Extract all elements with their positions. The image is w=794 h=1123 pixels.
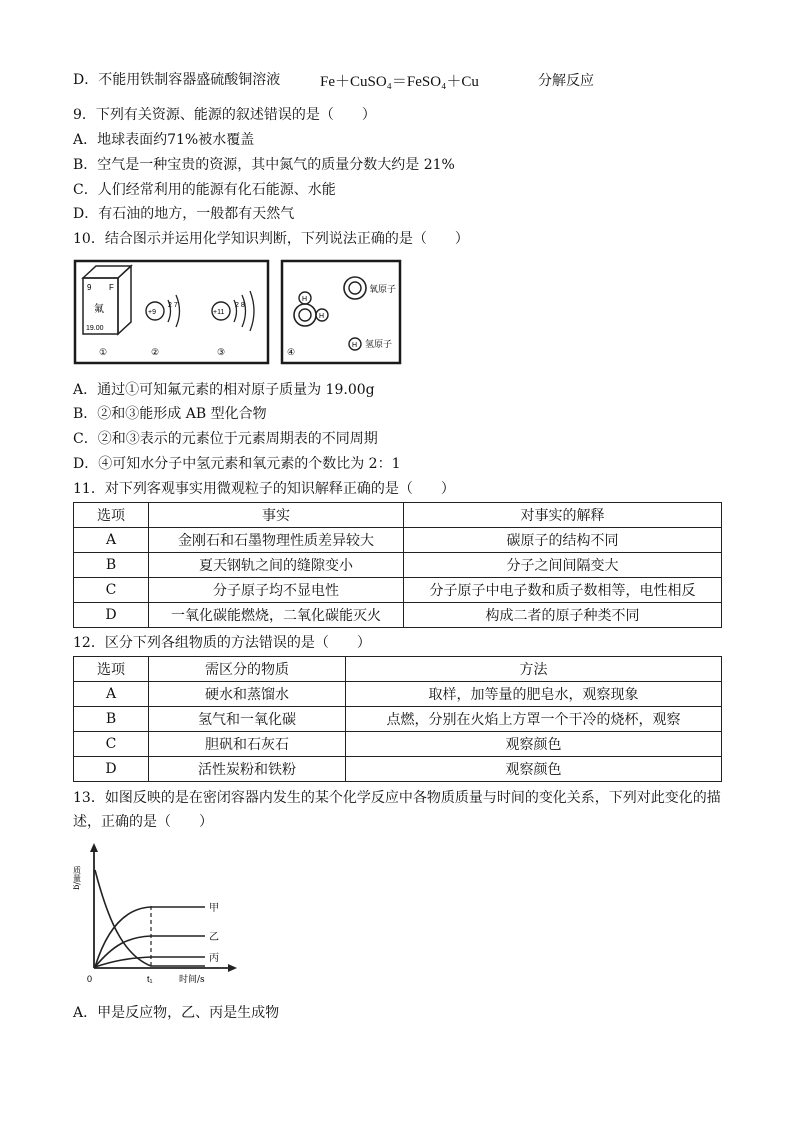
label-3: ③ bbox=[217, 348, 226, 358]
t1-label: t₁ bbox=[147, 974, 153, 984]
header-explanation: 对事实的解释 bbox=[404, 503, 722, 528]
q10-figure bbox=[73, 258, 403, 368]
svg-text:2 8: 2 8 bbox=[235, 302, 245, 309]
periodic-cell-cube bbox=[83, 266, 131, 334]
table-row: B 夏天钢轨之间的缝隙变小 分子之间间隔变大 bbox=[74, 553, 722, 578]
q9-option-c: C．人们经常利用的能源有化石能源、水能 bbox=[73, 182, 336, 198]
q13-stem-line1: 13．如图反映的是在密闭容器内发生的某个化学反应中各物质质量与时间的变化关系，下列对此变化的描 bbox=[73, 790, 721, 806]
svg-text:氢原子: 氢原子 bbox=[365, 340, 393, 350]
header-fact: 事实 bbox=[149, 503, 404, 528]
q8-equation: Fe＋CuSO₄＝FeSO₄＋Cu bbox=[320, 74, 479, 90]
label-1: ① bbox=[99, 348, 108, 358]
curve-reactant bbox=[95, 870, 205, 966]
header-substances: 需区分的物质 bbox=[149, 657, 346, 682]
cell-number: 9 bbox=[87, 283, 92, 292]
series-label-yi: 乙 bbox=[209, 932, 219, 943]
q13-stem-line2: 述，正确的是（ ） bbox=[73, 814, 213, 830]
svg-text:+9: +9 bbox=[148, 309, 156, 316]
q10-option-c: C．②和③表示的元素位于元素周期表的不同周期 bbox=[73, 431, 378, 447]
svg-text:H: H bbox=[319, 313, 325, 320]
table-row: A 金刚石和石墨物理性质差异较大 碳原子的结构不同 bbox=[74, 528, 722, 553]
q9-stem: 9．下列有关资源、能源的叙述错误的是（ ） bbox=[73, 107, 376, 123]
table-row: A 硬水和蒸馏水 取样，加等量的肥皂水，观察现象 bbox=[74, 682, 722, 707]
label-4: ④ bbox=[287, 348, 296, 358]
x-axis-label: 时间/s bbox=[179, 975, 205, 985]
q12-table bbox=[73, 656, 722, 782]
svg-text:2 7: 2 7 bbox=[168, 302, 178, 309]
label-2: ② bbox=[151, 348, 160, 358]
table-row: C 分子原子均不显电性 分子原子中电子数和质子数相等，电性相反 bbox=[74, 578, 722, 603]
table-row: D 活性炭粉和铁粉 观察颜色 bbox=[74, 757, 722, 782]
legend-hydrogen bbox=[349, 338, 392, 350]
header-option: 选项 bbox=[74, 503, 149, 528]
q9-option-a: A．地球表面约71%被水覆盖 bbox=[73, 132, 255, 148]
q9-option-b: B．空气是一种宝贵的资源，其中氮气的质量分数大约是 21% bbox=[73, 157, 455, 173]
table-header-row bbox=[74, 503, 722, 528]
q13-graph bbox=[73, 840, 243, 995]
table-row: D 一氧化碳能燃烧，二氧化碳能灭火 构成二者的原子种类不同 bbox=[74, 603, 722, 628]
table-header-row bbox=[74, 657, 722, 682]
q12-stem: 12．区分下列各组物质的方法错误的是（ ） bbox=[73, 635, 371, 651]
svg-text:H: H bbox=[302, 296, 308, 303]
header-option: 选项 bbox=[74, 657, 149, 682]
q9-option-d: D．有石油的地方，一般都有天然气 bbox=[73, 206, 295, 222]
svg-text:氧原子: 氧原子 bbox=[369, 285, 397, 295]
y-axis-label: 质量/g bbox=[73, 866, 82, 890]
legend-oxygen bbox=[344, 277, 396, 299]
svg-text:+11: +11 bbox=[213, 309, 225, 316]
origin-label: 0 bbox=[87, 974, 93, 984]
q10-option-a: A．通过①可知氟元素的相对原子质量为 19.00g bbox=[73, 382, 375, 398]
q10-stem: 10．结合图示并运用化学知识判断，下列说法正确的是（ ） bbox=[73, 231, 469, 247]
y-axis-arrow bbox=[90, 843, 98, 852]
atom-structure-2 bbox=[146, 295, 180, 327]
cell-mass: 19.00 bbox=[86, 325, 104, 332]
water-molecule bbox=[294, 292, 328, 326]
x-axis-arrow bbox=[228, 964, 237, 972]
series-label-bing: 丙 bbox=[209, 953, 219, 964]
table-row: B 氢气和一氧化碳 点燃，分别在火焰上方罩一个干冷的烧杯，观察 bbox=[74, 707, 722, 732]
q11-table bbox=[73, 502, 722, 628]
cell-symbol: F bbox=[109, 283, 114, 292]
q11-stem: 11．对下列客观事实用微观粒子的知识解释正确的是（ ） bbox=[73, 481, 455, 497]
q10-option-d: D．④可知水分子中氢元素和氧元素的个数比为 2：1 bbox=[73, 456, 401, 472]
curve-jia bbox=[95, 907, 205, 967]
atom-structure-3 bbox=[212, 291, 254, 331]
svg-text:H: H bbox=[352, 342, 358, 349]
q8-option-d: D．不能用铁制容器盛硫酸铜溶液 bbox=[73, 72, 281, 88]
q10-option-b: B．②和③能形成 AB 型化合物 bbox=[73, 406, 267, 422]
cell-name: 氟 bbox=[94, 304, 104, 315]
q13-option-a: A．甲是反应物，乙、丙是生成物 bbox=[73, 1005, 280, 1021]
q8-reaction-type: 分解反应 bbox=[538, 73, 594, 89]
table-row: C 胆矾和石灰石 观察颜色 bbox=[74, 732, 722, 757]
header-method: 方法 bbox=[346, 657, 722, 682]
series-label-jia: 甲 bbox=[209, 903, 219, 914]
